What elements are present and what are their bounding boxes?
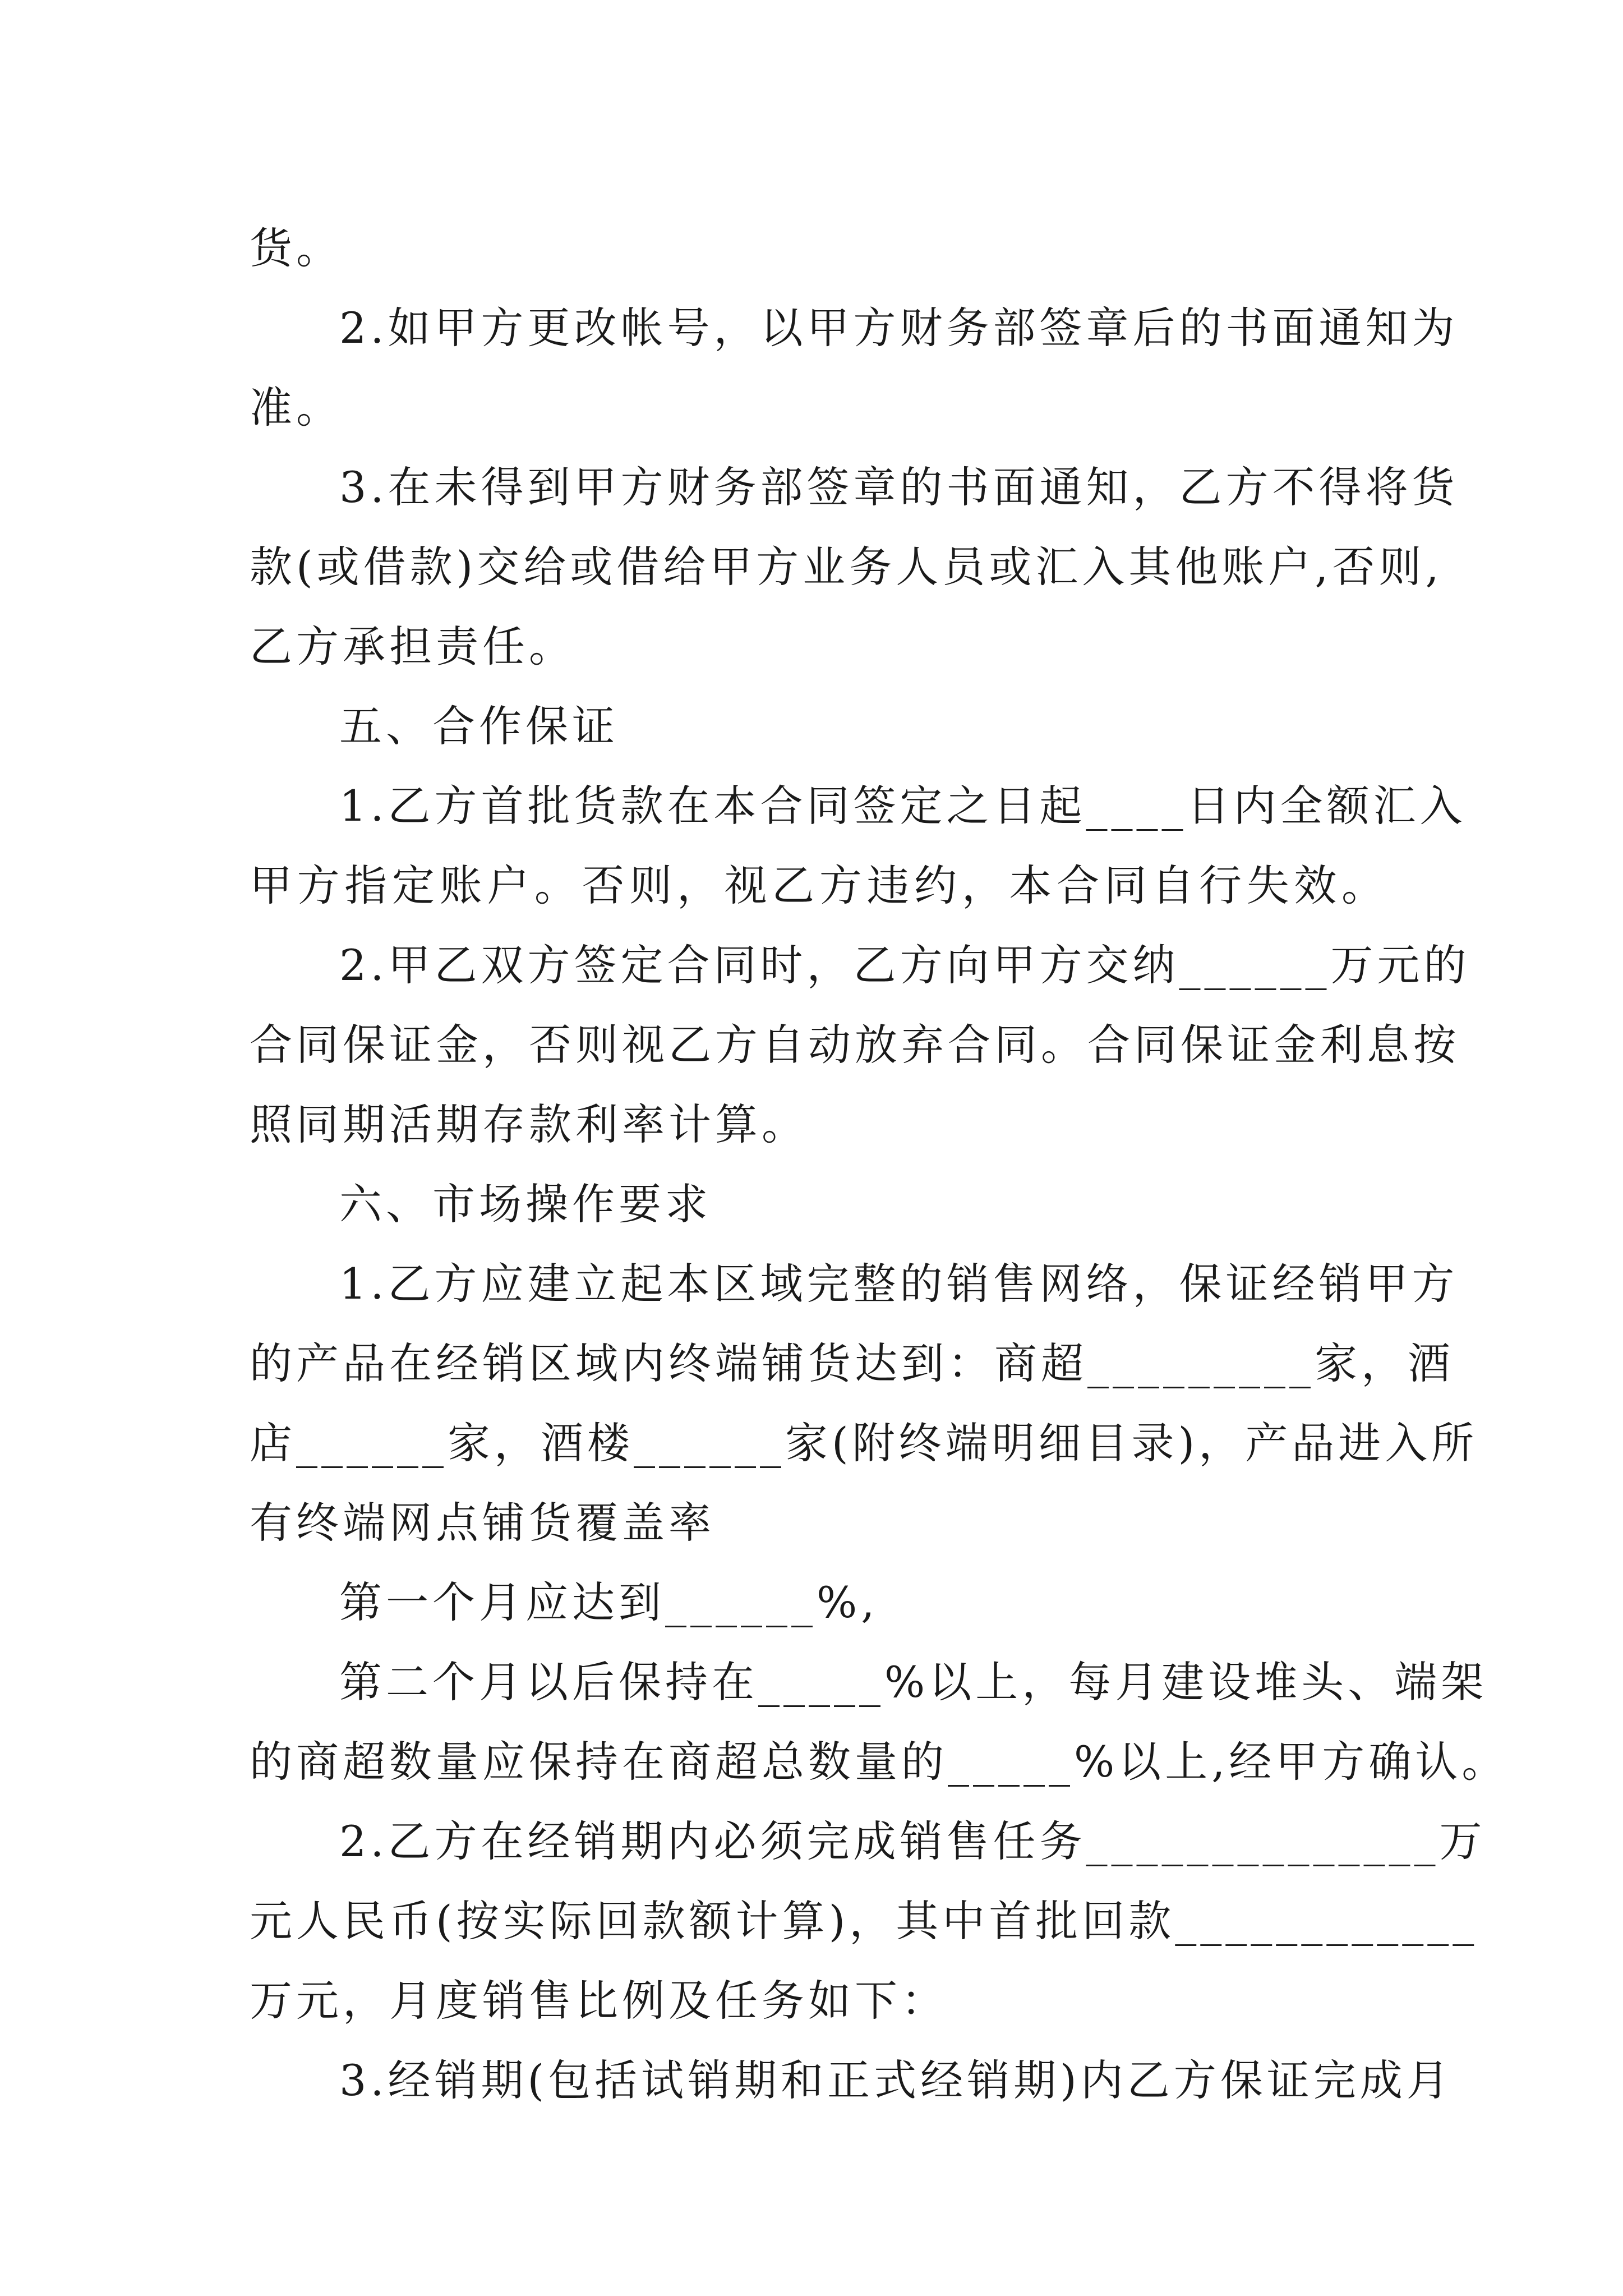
text-line: 乙方承担责任。 (250, 622, 575, 671)
text-line: 的商超数量应保持在商超总数量的_____%以上,经甲方确认。 (250, 1737, 1509, 1787)
text-line: 甲方指定账户。否则，视乙方违约，本合同自行失效。 (250, 861, 1388, 910)
text-line: 款(或借款)交给或借给甲方业务人员或汇入其他账户,否则, (250, 542, 1443, 592)
text-line: 有终端网点铺货覆盖率 (250, 1498, 715, 1548)
clause-4-2: 2.如甲方更改帐号，以甲方财务部签章后的书面通知为 (339, 303, 1459, 353)
clause-4-3: 3.在未得到甲方财务部签章的书面通知，乙方不得将货 (339, 462, 1459, 512)
text-line: 合同保证金，否则视乙方自动放弃合同。合同保证金利息按 (250, 1020, 1460, 1070)
text-line: 万元，月度销售比例及任务如下： (250, 1976, 948, 2026)
clause-5-1: 1.乙方首批货款在本合同签定之日起____日内全额汇入 (339, 781, 1467, 831)
text-line: 照同期活期存款利率计算。 (250, 1099, 808, 1149)
contract-text (250, 209, 1509, 2120)
clause-6-2: 2.乙方在经销期内必须完成销售任务______________万 (339, 1816, 1486, 1866)
section-heading-6: 六、市场操作要求 (339, 1179, 712, 1229)
text-line: 准。 (250, 383, 343, 432)
clause-6-3: 3.经销期(包括试销期和正式经销期)内乙方保证完成月 (339, 2055, 1453, 2105)
text-line: 第一个月应达到______%, (339, 1577, 879, 1627)
clause-6-1: 1.乙方应建立起本区域完整的销售网络，保证经销甲方 (339, 1259, 1459, 1309)
text-line: 店______家，酒楼______家(附终端明细目录)，产品进入所 (250, 1418, 1478, 1468)
text-line: 货。 (250, 223, 343, 273)
clause-5-2: 2.甲乙双方签定合同时，乙方向甲方交纳______万元的 (339, 940, 1470, 990)
section-heading-5: 五、合作保证 (339, 701, 619, 751)
text-line: 的产品在经销区域内终端铺货达到：商超_________家，酒 (250, 1338, 1454, 1388)
text-line: 元人民币(按实际回款额计算)，其中首批回款____________ (250, 1896, 1478, 1946)
text-line: 第二个月以后保持在_____%以上，每月建设堆头、端架 (339, 1657, 1488, 1707)
